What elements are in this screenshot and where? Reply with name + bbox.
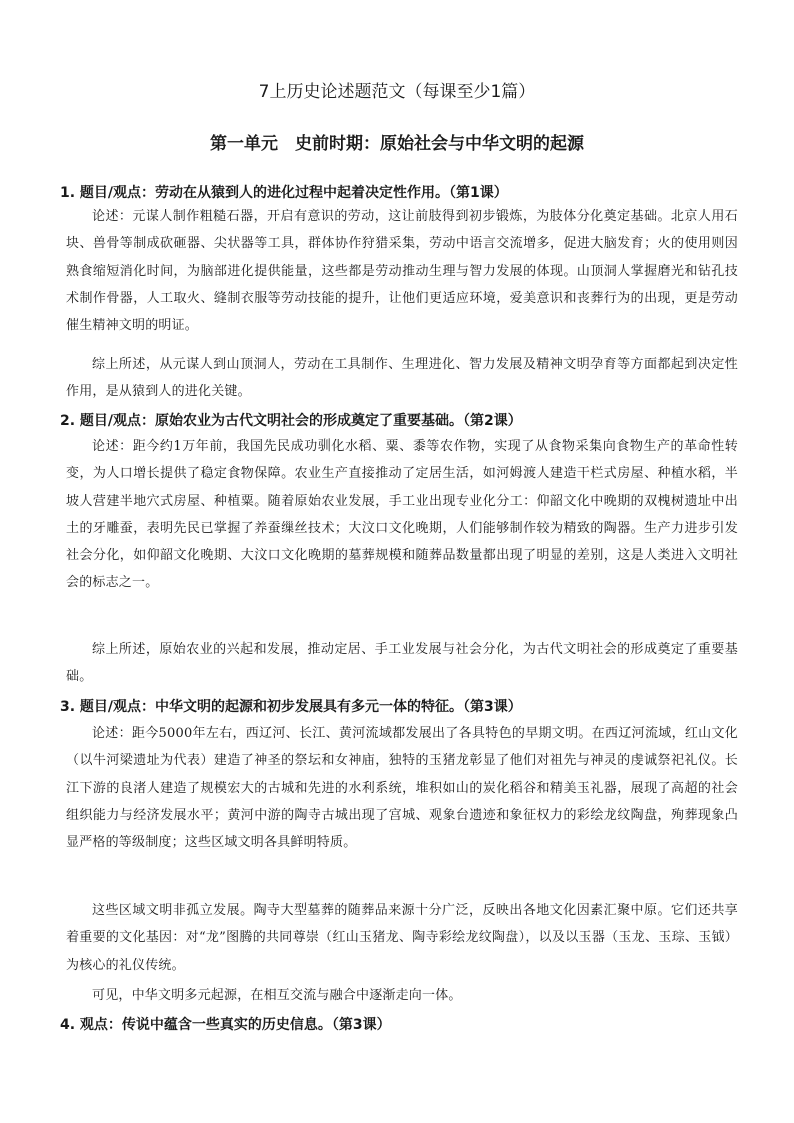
unit-title: 第一单元 史前时期：原始社会与中华文明的起源 xyxy=(210,134,584,154)
question-3-heading: 3. 题目/观点：中华文明的起源和初步发展具有多元一体的特征。（第3课） xyxy=(60,699,522,715)
question-4-heading: 4. 观点：传说中蕴含一些真实的历史信息。（第3课） xyxy=(60,1017,391,1033)
question-1-heading: 1. 题目/观点：劳动在从猿到人的进化过程中起着决定性作用。（第1课） xyxy=(60,185,508,201)
document-title: 7上历史论述题范文（每课至少1篇） xyxy=(258,82,536,102)
question-1-argument: 论述：元谋人制作粗糙石器，开启有意识的劳动，这让前肢得到初步锻炼，为肢体分化奠定基础。北京人用石块、兽骨等制成砍砸器、尖状器等工具，群体协作狩猎采集，劳动中语言交流增多，促进大脑发育；火的使用则因熟食缩短消化时间，为脑部进化提供能量，这些都是劳动推动生理与智力发展的体现。山顶洞人掌握磨光和钻孔技术制作骨器，人工取火、缝制衣服等劳动技能的提升，让他们更适应环境，爱美意识和丧葬行为的出现，更是劳动催生精神文明的明证。 xyxy=(66,209,738,334)
question-2-argument: 论述：距今约1万年前，我国先民成功驯化水稻、粟、黍等农作物，实现了从食物采集向食物生产的革命性转变，为人口增长提供了稳定食物保障。农业生产直接推动了定居生活，如河姆渡人建造干栏式房屋、种植水稻，半坡人营建半地穴式房屋、种植粟。随着原始农业发展，手工业出现专业化分工：仰韶文化中晚期的双槐树遗址中出土的牙雕蚕，表明先民已掌握了养蚕缫丝技术；大汶口文化晚期，人们能够制作较为精致的陶器。生产力进步引发社会分化，如仰韶文化晚期、大汶口文化晚期的墓葬规模和随葬品数量都出现了明显的差别，这是人类进入文明社会的标志之一。 xyxy=(66,439,738,591)
question-2-heading: 2. 题目/观点：原始农业为古代文明社会的形成奠定了重要基础。（第2课） xyxy=(60,413,522,429)
question-1-conclusion: 综上所述，从元谋人到山顶洞人，劳动在工具制作、生理进化、智力发展及精神文明孕育等方面都起到决定性作用，是从猿到人的进化关键。 xyxy=(66,357,738,400)
question-3-argument: 论述：距今5000年左右，西辽河、长江、黄河流域都发展出了各具特色的早期文明。在西辽河流域，红山文化（以牛河梁遗址为代表）建造了神圣的祭坛和女神庙，独特的玉猪龙彰显了他们对祖先与神灵的虔诚祭祀礼仪。长江下游的良渚人建造了规模宏大的古城和先进的水利系统，堆积如山的炭化稻谷和精美玉礼器，展现了高超的社会组织能力与经济发展水平；黄河中游的陶寺古城出现了宫城、观象台遗迹和象征权力的彩绘龙纹陶盘，殉葬现象凸显严格的等级制度；这些区域文明各具鲜明特质。 xyxy=(66,726,738,851)
question-3-supplement: 这些区域文明非孤立发展。陶寺大型墓葬的随葬品来源十分广泛，反映出各地文化因素汇聚中原。它们还共享着重要的文化基因：对“龙”图腾的共同尊崇（红山玉猪龙、陶寺彩绘龙纹陶盘），以及以玉器（玉龙、玉琮、玉钺）为核心的礼仪传统。 xyxy=(66,903,738,973)
question-3-conclusion: 可见，中华文明多元起源，在相互交流与融合中逐渐走向一体。 xyxy=(92,988,462,1003)
question-2-conclusion: 综上所述，原始农业的兴起和发展，推动定居、手工业发展与社会分化，为古代文明社会的形成奠定了重要基础。 xyxy=(66,642,738,685)
